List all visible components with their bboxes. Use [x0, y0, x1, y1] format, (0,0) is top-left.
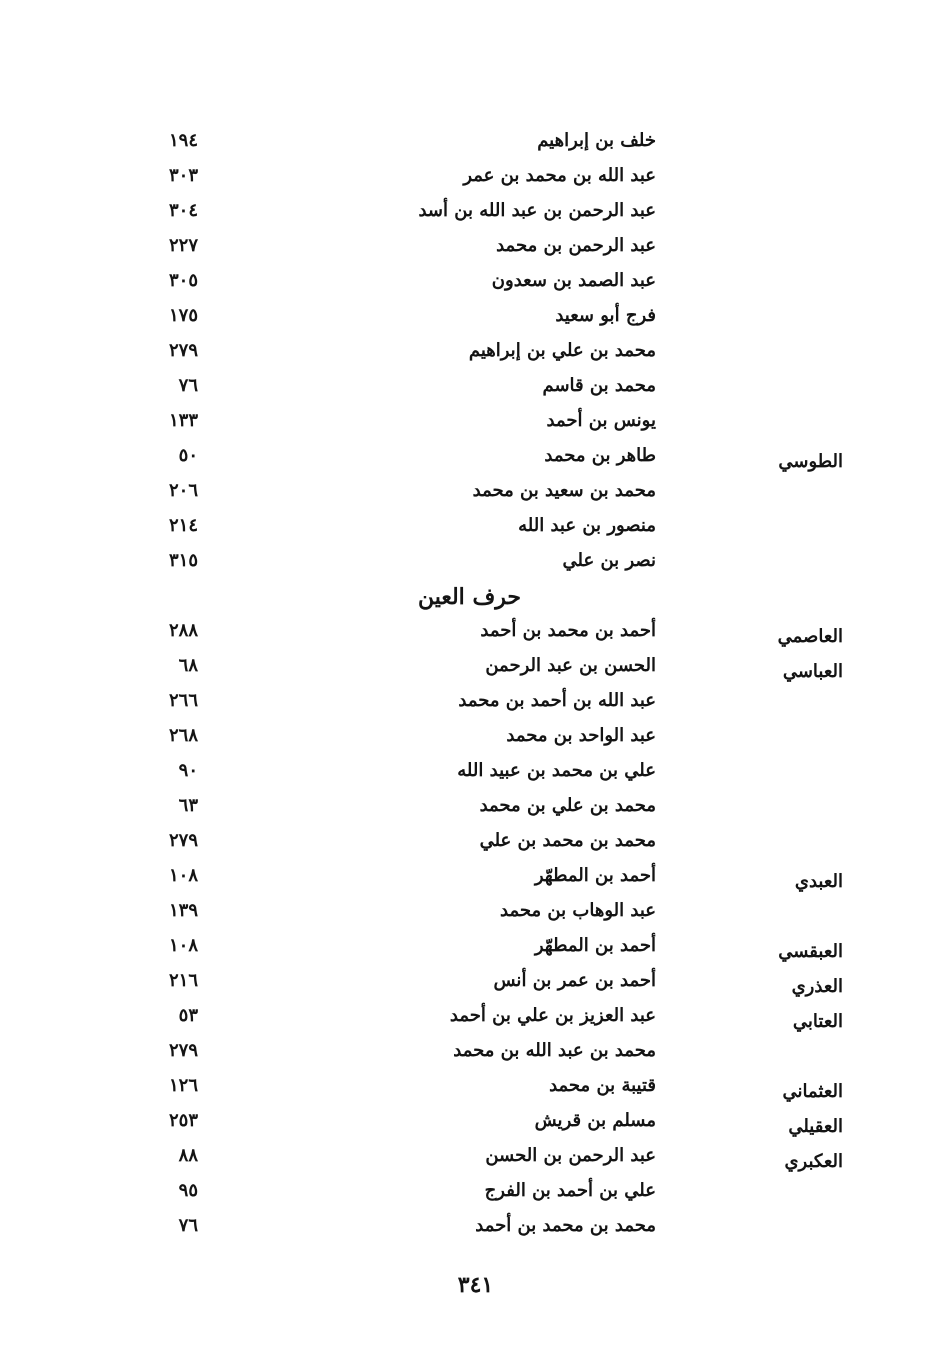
- entry-page-number: ١٩٤: [168, 130, 198, 151]
- entry-nisba: العاصمي: [777, 626, 843, 647]
- index-entry: [0, 235, 951, 269]
- index-entry: [0, 1180, 951, 1214]
- entry-page-number: ٢٨٨: [168, 620, 198, 641]
- entry-page-number: ٢٧٩: [168, 340, 198, 361]
- index-entry: [0, 795, 951, 829]
- entry-page-number: ٥٠: [178, 445, 198, 466]
- index-entry: [0, 1110, 951, 1144]
- entry-name: عبد الله بن محمد بن عمر: [463, 165, 656, 186]
- section-heading: حرف العين: [417, 584, 521, 610]
- entry-page-number: ١٢٦: [168, 1075, 198, 1096]
- entry-page-number: ٣١٥: [168, 550, 198, 571]
- index-entry: [0, 970, 951, 1004]
- index-entry: [0, 515, 951, 549]
- index-entry: [0, 1215, 951, 1249]
- entry-name: محمد بن قاسم: [542, 375, 656, 396]
- entry-name: يونس بن أحمد: [546, 410, 656, 431]
- entry-name: محمد بن علي بن محمد: [479, 795, 656, 816]
- entry-name: خلف بن إبراهيم: [537, 130, 656, 151]
- entry-name: أحمد بن المطهّر: [534, 865, 656, 886]
- entry-name: محمد بن عبد الله بن محمد: [453, 1040, 656, 1061]
- entry-page-number: ٨٨: [178, 1145, 198, 1166]
- entry-name: منصور بن عبد الله: [518, 515, 656, 536]
- entry-name: محمد بن سعيد بن محمد: [472, 480, 656, 501]
- entry-page-number: ٦٨: [178, 655, 198, 676]
- index-entry: [0, 1145, 951, 1179]
- index-entry: [0, 130, 951, 164]
- entry-nisba: العبدي: [794, 871, 843, 892]
- index-entry: [0, 1005, 951, 1039]
- entry-name: عبد الله بن أحمد بن محمد: [458, 690, 656, 711]
- index-entry: [0, 1040, 951, 1074]
- entry-name: طاهر بن محمد: [544, 445, 656, 466]
- entry-page-number: ٢٧٩: [168, 1040, 198, 1061]
- entry-name: عبد الوهاب بن محمد: [500, 900, 656, 921]
- entry-name: نصر بن علي: [562, 550, 656, 571]
- entry-page-number: ٩٠: [178, 760, 198, 781]
- entry-page-number: ٧٦: [178, 375, 198, 396]
- entry-name: قتيبة بن محمد: [549, 1075, 656, 1096]
- index-entry: [0, 865, 951, 899]
- entry-name: علي بن محمد بن عبيد الله: [457, 760, 656, 781]
- entry-page-number: ٢٥٣: [168, 1110, 198, 1131]
- entry-page-number: ١٠٨: [168, 935, 198, 956]
- entry-page-number: ٢٢٧: [168, 235, 198, 256]
- index-entry: [0, 655, 951, 689]
- index-entry: [0, 410, 951, 444]
- entry-name: محمد بن علي بن إبراهيم: [468, 340, 656, 361]
- index-entry: [0, 375, 951, 409]
- entry-name: عبد الصمد بن سعدون: [491, 270, 656, 291]
- index-entry: [0, 900, 951, 934]
- entry-name: محمد بن محمد بن علي: [479, 830, 656, 851]
- index-entry: [0, 270, 951, 304]
- index-entry: [0, 200, 951, 234]
- index-entry: [0, 550, 951, 584]
- entry-page-number: ٣٠٤: [168, 200, 198, 221]
- entry-page-number: ٢٠٦: [168, 480, 198, 501]
- entry-page-number: ٢٦٦: [168, 690, 198, 711]
- entry-page-number: ٢١٤: [168, 515, 198, 536]
- entry-name: عبد الرحمن بن الحسن: [485, 1145, 656, 1166]
- index-entry: [0, 480, 951, 514]
- entry-name: عبد العزيز بن علي بن أحمد: [449, 1005, 656, 1026]
- entry-name: أحمد بن محمد بن أحمد: [480, 620, 656, 641]
- entry-page-number: ٥٣: [178, 1005, 198, 1026]
- index-entry: [0, 620, 951, 654]
- entry-name: أحمد بن عمر بن أنس: [493, 970, 656, 991]
- entry-page-number: ٢٦٨: [168, 725, 198, 746]
- entry-page-number: ١٣٣: [168, 410, 198, 431]
- entry-page-number: ٩٥: [178, 1180, 198, 1201]
- entry-nisba: العكبري: [784, 1151, 843, 1172]
- index-entry: [0, 725, 951, 759]
- index-entry: [0, 1075, 951, 1109]
- entry-page-number: ٢٧٩: [168, 830, 198, 851]
- entry-name: عبد الرحمن بن عبد الله بن أسد: [418, 200, 656, 221]
- index-entry: [0, 935, 951, 969]
- entry-name: فرج أبو سعيد: [555, 305, 656, 326]
- footer-page-number: ٣٤١: [457, 1272, 494, 1298]
- entry-page-number: ٢١٦: [168, 970, 198, 991]
- entry-page-number: ١٧٥: [168, 305, 198, 326]
- entry-name: عبد الواحد بن محمد: [506, 725, 656, 746]
- index-entry: [0, 165, 951, 199]
- entry-name: أحمد بن المطهّر: [534, 935, 656, 956]
- index-entry: [0, 830, 951, 864]
- entry-nisba: الطوسي: [778, 451, 843, 472]
- index-entry: [0, 340, 951, 374]
- entry-page-number: ٧٦: [178, 1215, 198, 1236]
- entry-nisba: العقيلي: [788, 1116, 843, 1137]
- index-entry: [0, 690, 951, 724]
- entry-name: محمد بن محمد بن أحمد: [475, 1215, 656, 1236]
- entry-page-number: ٣٠٣: [168, 165, 198, 186]
- entry-nisba: العبقسي: [778, 941, 843, 962]
- entry-nisba: العثماني: [782, 1081, 843, 1102]
- entry-page-number: ٦٣: [178, 795, 198, 816]
- entry-name: مسلم بن قريش: [534, 1110, 656, 1131]
- entry-name: الحسن بن عبد الرحمن: [485, 655, 656, 676]
- entry-nisba: العذري: [791, 976, 843, 997]
- entry-nisba: العباسي: [782, 661, 843, 682]
- entry-nisba: العتابي: [792, 1011, 843, 1032]
- index-entry: [0, 305, 951, 339]
- index-entry: [0, 445, 951, 479]
- entry-page-number: ١٣٩: [168, 900, 198, 921]
- entry-page-number: ١٠٨: [168, 865, 198, 886]
- entry-page-number: ٣٠٥: [168, 270, 198, 291]
- index-entry: [0, 760, 951, 794]
- entry-name: علي بن أحمد بن الفرج: [484, 1180, 656, 1201]
- entry-name: عبد الرحمن بن محمد: [496, 235, 656, 256]
